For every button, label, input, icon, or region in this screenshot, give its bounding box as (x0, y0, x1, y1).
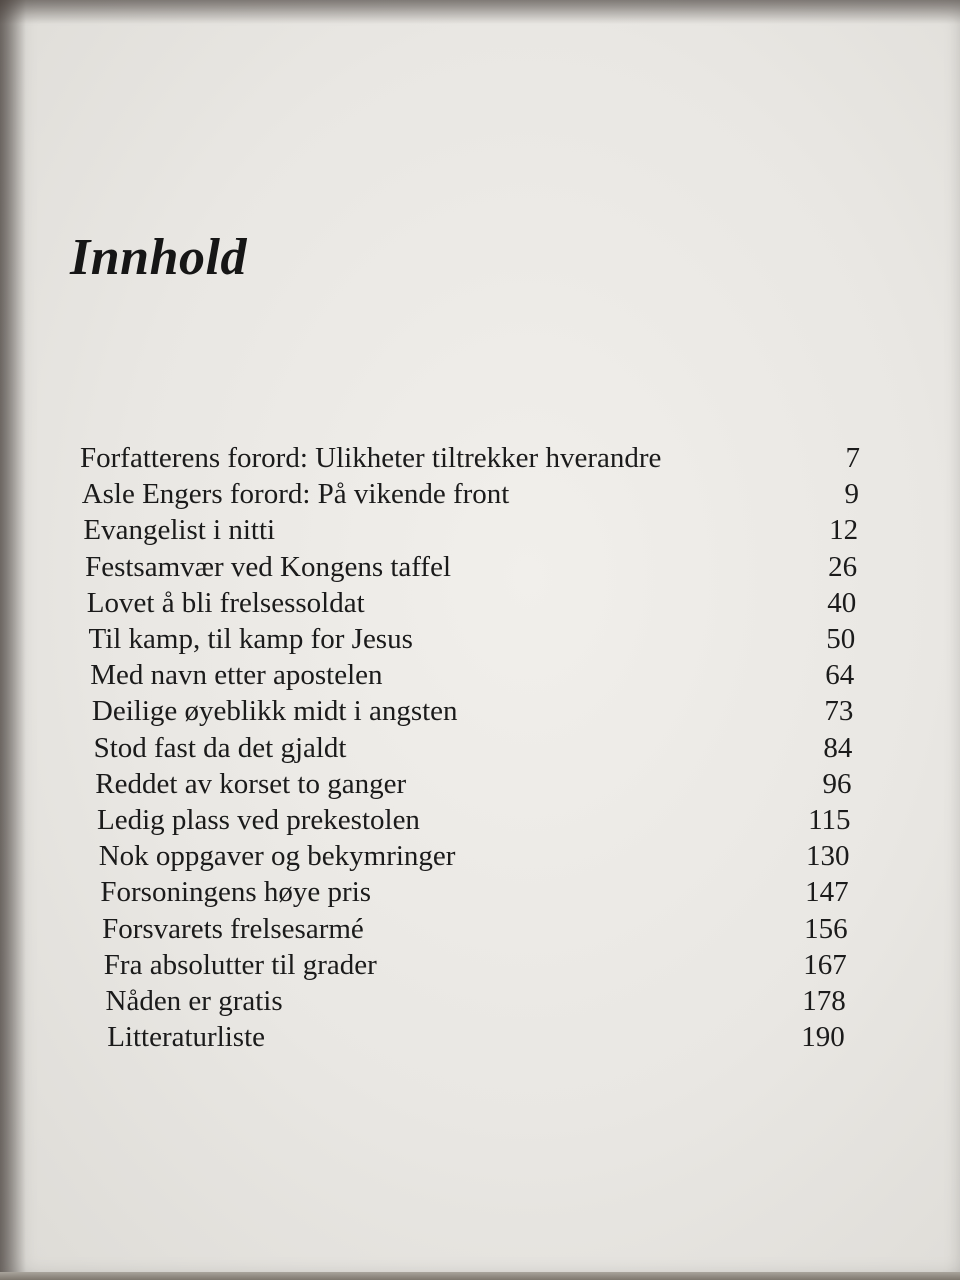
page-bottom-edge (0, 1272, 960, 1280)
toc-entry-page-number: 50 (826, 623, 856, 655)
toc-entry-title: Forfatterens forord: Ulikheter tiltrekker hverandre (80, 442, 662, 474)
toc-entry-title: Nåden er gratis (105, 985, 283, 1017)
toc-entry (0, 947, 960, 983)
toc-entry-page-number: 84 (823, 731, 853, 764)
toc-entry (0, 657, 960, 693)
toc-entry (0, 549, 960, 585)
toc-entry (0, 730, 960, 766)
toc-entry-title: Fra absolutter til grader (103, 948, 377, 981)
toc-entry-title: Til kamp, til kamp for Jesus (88, 623, 413, 655)
toc-entry (0, 1019, 960, 1055)
toc-entry-page-number: 178 (802, 985, 846, 1017)
toc-entry (0, 476, 960, 512)
toc-entry-page-number: 96 (822, 767, 852, 800)
toc-entry-page-number: 147 (805, 876, 849, 909)
toc-entry-title: Reddet av korset to ganger (95, 767, 407, 800)
toc-entry-page-number: 7 (845, 442, 860, 474)
toc-entry (0, 621, 960, 657)
toc-entry-title: Deilige øyeblikk midt i angsten (91, 695, 458, 728)
toc-entry (0, 512, 960, 548)
toc-entry-title: Asle Engers forord: På vikende front (81, 478, 510, 511)
toc-entry-title: Litteraturliste (107, 1021, 266, 1054)
toc-entry (0, 766, 960, 802)
toc-entry-title: Ledig plass ved prekestolen (97, 804, 420, 836)
toc-entry-page-number: 64 (825, 659, 855, 692)
toc-entry-title: Festsamvær ved Kongens taffel (85, 550, 452, 583)
toc-entry (0, 874, 960, 910)
toc-entry-page-number: 156 (804, 912, 848, 945)
toc-entry (0, 911, 960, 947)
toc-entry-page-number: 40 (827, 586, 857, 619)
page-title: Innhold (70, 229, 247, 286)
toc-entry-title: Evangelist i nitti (83, 514, 276, 547)
toc-entry-title: Med navn etter apostelen (90, 659, 383, 692)
toc-entry-page-number: 130 (806, 840, 850, 873)
toc-entry-page-number: 9 (844, 478, 860, 511)
toc-entry-title: Forsvarets frelsesarmé (102, 912, 364, 945)
toc-entry-page-number: 12 (829, 514, 859, 547)
toc-entry-page-number: 190 (801, 1021, 845, 1054)
toc-entry-page-number: 115 (808, 804, 851, 836)
toc-entry-title: Forsoningens høye pris (100, 876, 372, 909)
toc-entry (0, 440, 960, 476)
toc-entry (0, 983, 960, 1019)
toc-entry (0, 693, 960, 729)
toc-entry-title: Lovet å bli frelsessoldat (86, 586, 365, 619)
toc-entry (0, 585, 960, 621)
toc-entry (0, 838, 960, 874)
toc-entry-page-number: 167 (803, 948, 847, 981)
toc-entry (0, 802, 960, 838)
toc-entry-page-number: 73 (824, 695, 854, 728)
toc-entry-title: Nok oppgaver og bekymringer (98, 840, 456, 873)
toc-entry-title: Stod fast da det gjaldt (93, 731, 347, 764)
toc-entry-page-number: 26 (828, 550, 858, 583)
